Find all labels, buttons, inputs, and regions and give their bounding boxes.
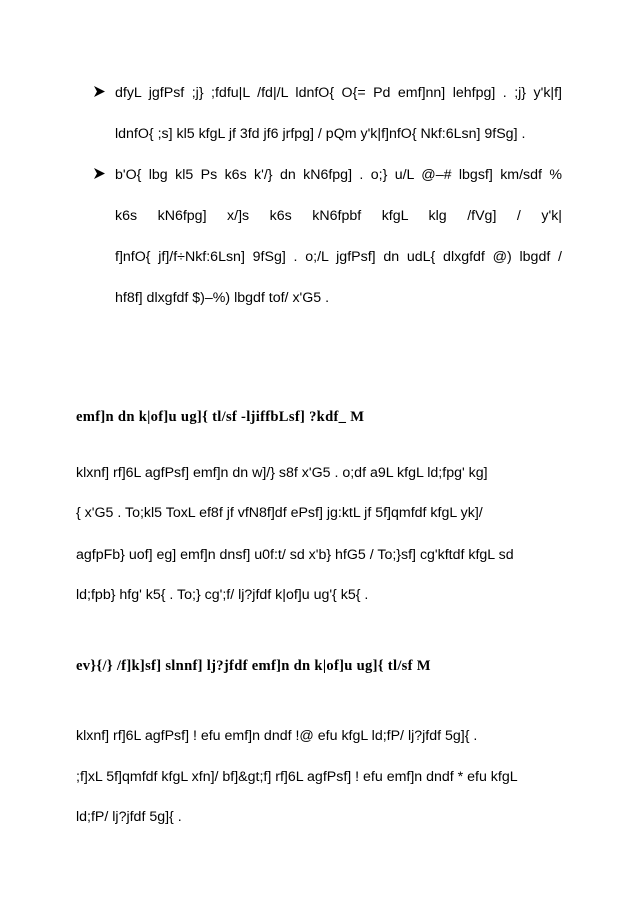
- body-text-line: ;f]xL 5f]qmfdf kfgL xfn]/ bf]&gt;f] rf]6L agfPsf] ! efu emf]n dndf * efu kfgL: [76, 769, 518, 785]
- arrowhead-bullet-icon: [93, 85, 106, 98]
- bullet-text-line: hf8f] dlxgfdf $)–%) lbgdf tof/ x'G5 .: [115, 290, 330, 306]
- bullet-text-line: dfyL jgfPsf ;j} ;fdfu|L /fd|/L ldnfO{ O{= Pd emf]nn] lehfpg] . ;j} y'k|f]: [115, 85, 562, 101]
- body-text-line: klxnf] rf]6L agfPsf] ! efu emf]n dndf !@ efu kfgL ld;fP/ lj?jfdf 5g]{ .: [76, 728, 478, 744]
- body-text-line: ld;fpb} hfg' k5{ . To;} cg';f/ lj?jfdf k|of]u ug'{ k5{ .: [76, 587, 369, 603]
- bullet-text-line: ldnfO{ ;s] kl5 kfgL jf 3fd jf6 jrfpg] / pQm y'k|f]nfO{ Nkf:6Lsn] 9fSg] .: [115, 126, 526, 142]
- bullet-text-line: k6s kN6fpg] x/]s k6s kN6fpbf kfgL klg /fVg] / y'k|: [115, 208, 562, 224]
- body-text-line: klxnf] rf]6L agfPsf] emf]n dn w]/} s8f x'G5 . o;df a9L kfgL ld;fpg' kg]: [76, 465, 488, 481]
- section-heading: emf]n dn k|of]u ug]{ tl/sf -ljiffbLsf] ?kdf_ M: [76, 409, 365, 425]
- body-text-line: ld;fP/ lj?jfdf 5g]{ .: [76, 809, 182, 825]
- bullet-text-line: f]nfO{ jf]/f÷Nkf:6Lsn] 9fSg] . o;/L jgfPsf] dn udL{ dlxgfdf @) lbgdf /: [115, 249, 562, 265]
- section-heading: ev}{/} /f]k]sf] slnnf] lj?jfdf emf]n dn k|of]u ug]{ tl/sf M: [76, 658, 431, 674]
- arrowhead-bullet-icon: [93, 167, 106, 180]
- body-text-line: { x'G5 . To;kl5 ToxL ef8f jf vfN8f]df ePsf] jg:ktL jf 5f]qmfdf kfgL yk]/: [76, 505, 483, 521]
- bullet-text-line: b'O{ lbg kl5 Ps k6s k'/} dn kN6fpg] . o;} u/L @–# lbgsf] km/sdf %: [115, 167, 562, 183]
- body-text-line: agfpFb} uof] eg] emf]n dnsf] u0f:t/ sd x'b} hfG5 / To;}sf] cg'kftdf kfgL sd: [76, 547, 514, 563]
